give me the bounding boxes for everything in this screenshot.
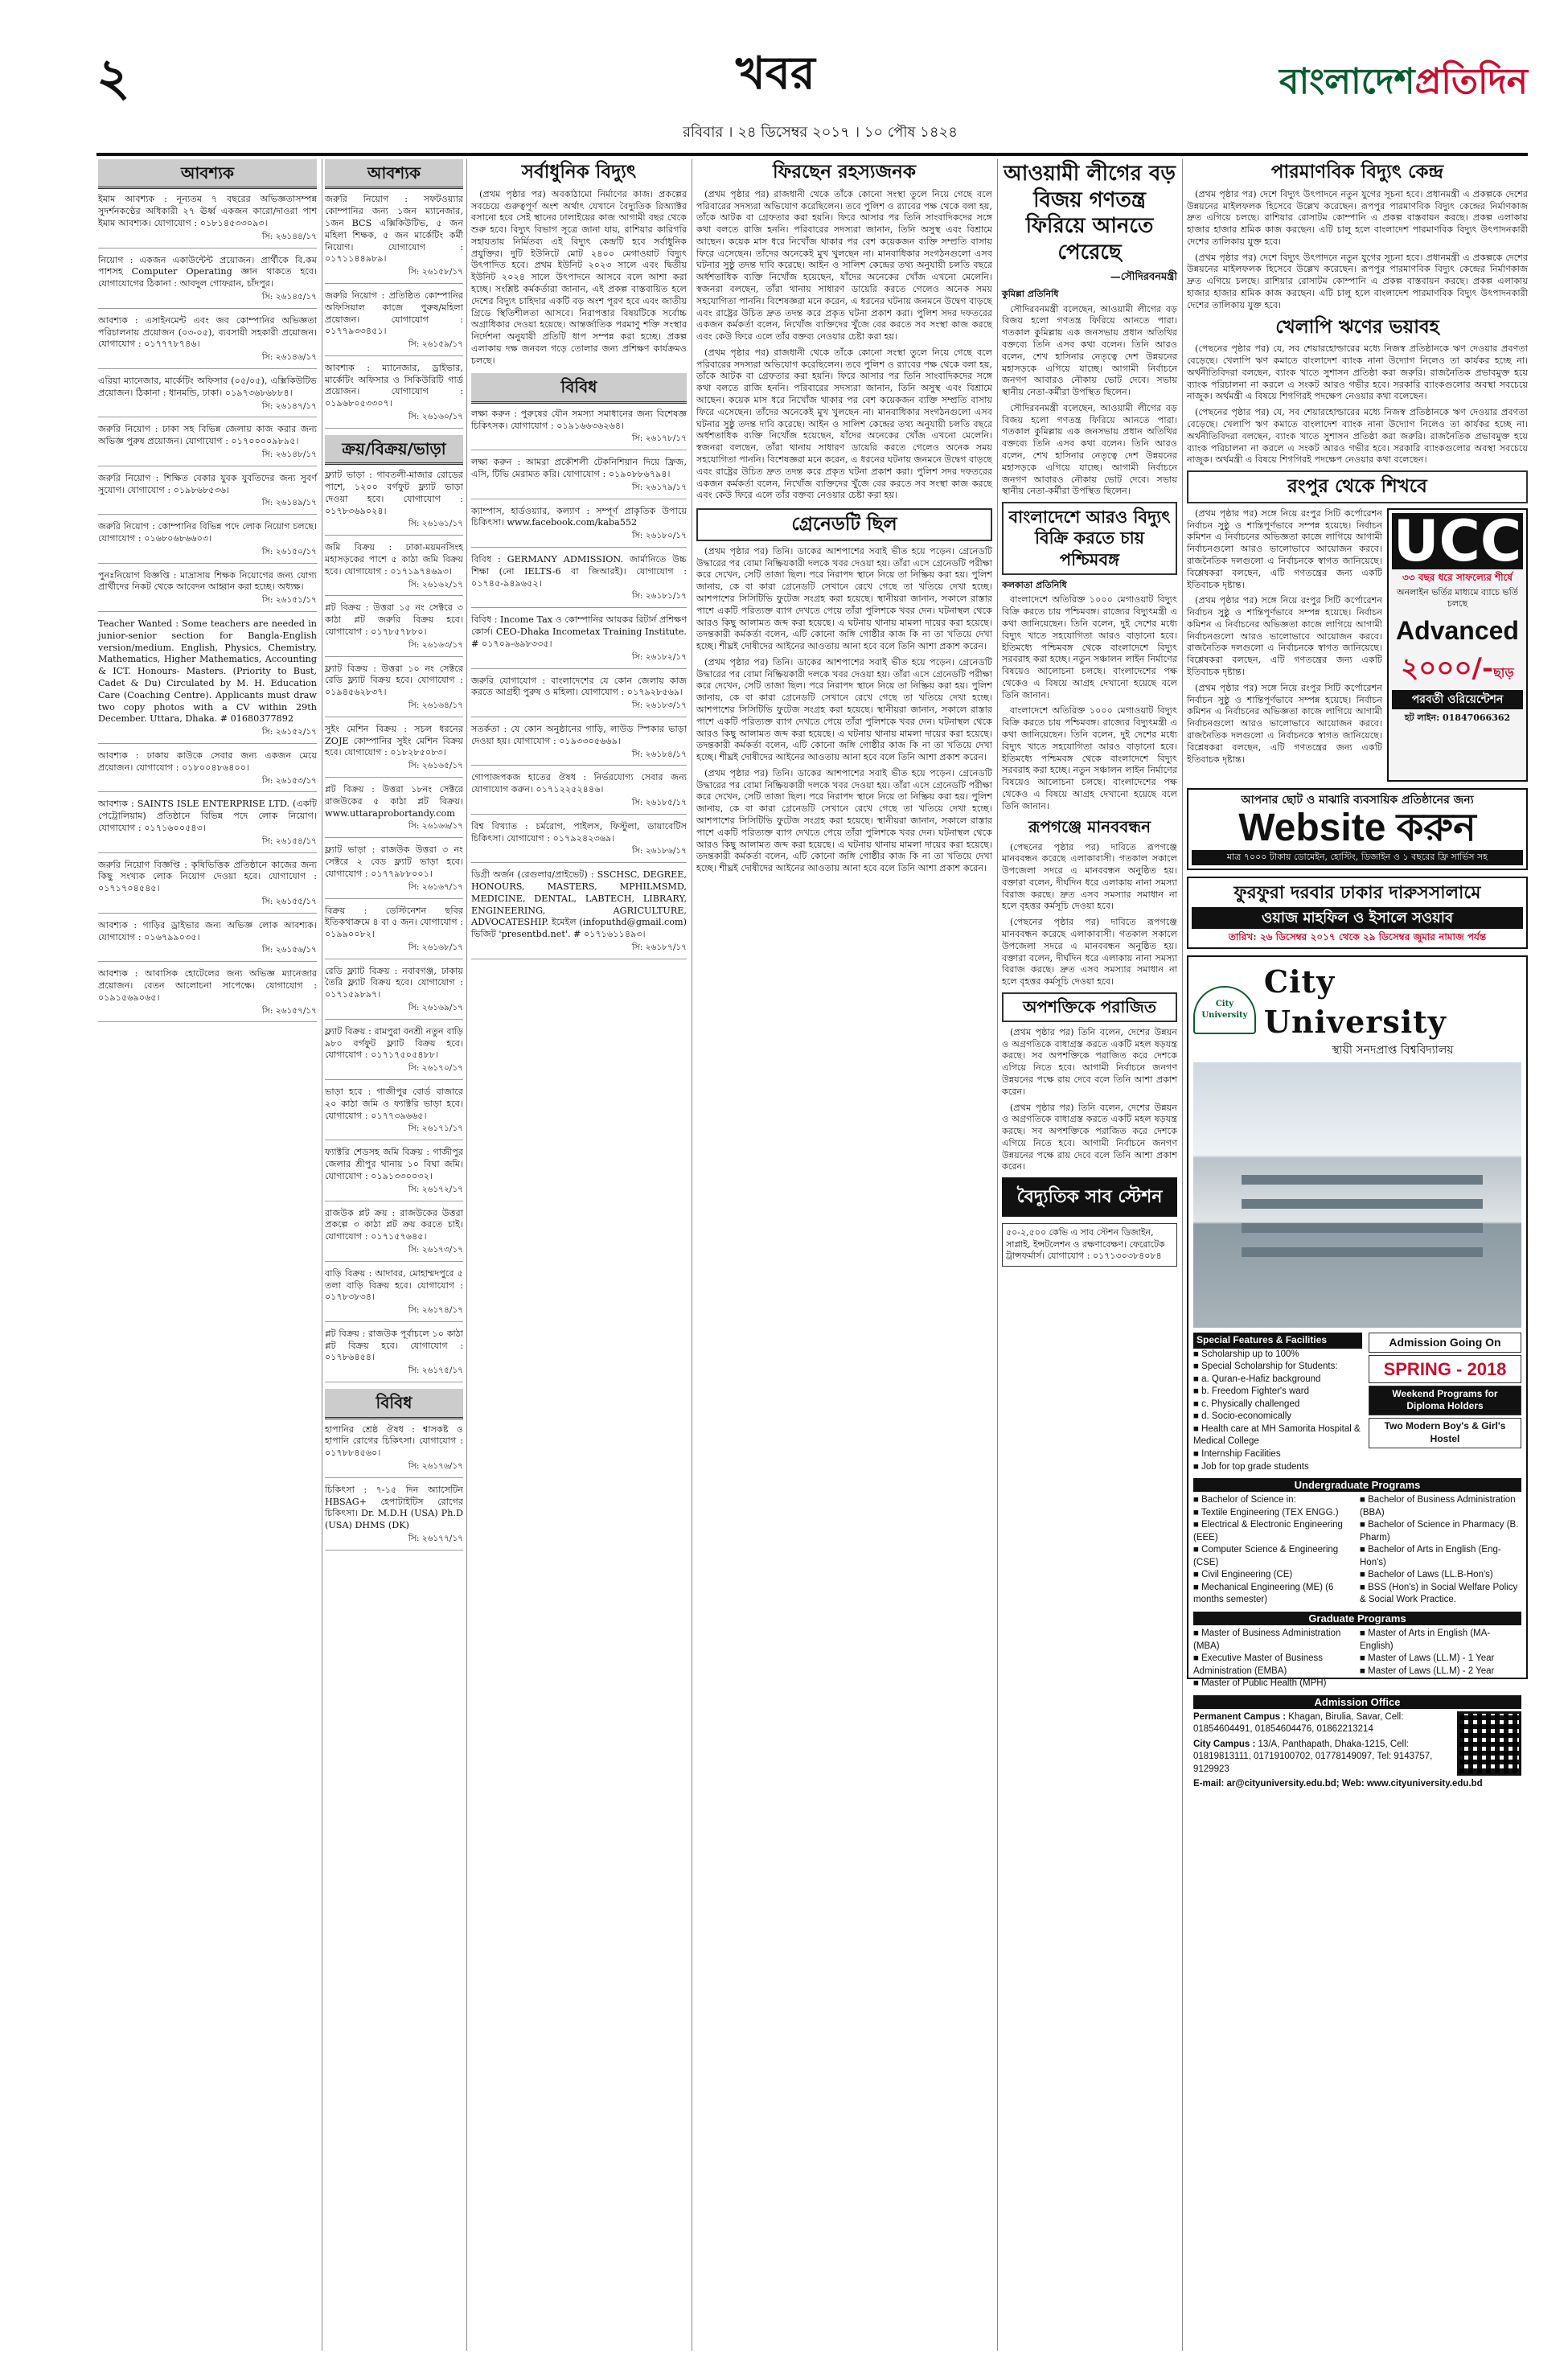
ucc-tag: ৩৩ বছর ধরে সাফল্যের শীর্ষে: [1402, 571, 1513, 583]
ad-list: [325, 470, 463, 1382]
list-item: ■ Bachelor of Business Administration (BBA): [1360, 1495, 1516, 1518]
classified-ad: ফ্যাক্টরি শেডসহ জমি বিক্রয় : গাজীপুর জেলার শ্রীপুর থানায় ১০ বিঘা জমি। যোগাযোগ : ০১৯১৩৩০০৩২। সি: ২৬১৭২/১৭: [325, 1147, 463, 1201]
furfura-title: ফুরফুরা দরবার ঢাকার দারুসসালামে: [1233, 881, 1481, 903]
city-university-logo: City University: [1193, 986, 1256, 1034]
section-heading: আবশ্যক: [325, 159, 463, 189]
section-heading: আবশ্যক: [98, 159, 317, 189]
classified-ad: গোপাজপকজ হাতের ঔষধ : নির্ভরযোগ্য সেবার জন্য যোগাযোগ করুন। ০১৭১২২৫২৪৪৬। সি: ২৬১৮৫/১৭: [471, 772, 687, 814]
headline: অপশক্তিকে পরাজিত: [1002, 992, 1177, 1022]
office: [1193, 1711, 1521, 1776]
city-header: [1193, 962, 1521, 1058]
classified-ad: নিয়োগ : একজন একাউন্টেন্ট প্রয়োজন। প্রার্থীকে বি.কম পাশসহ Computer Operating জ্ঞান থাকতে হবে। যোগাযোগের ঠিকানা : আবদুল গোফরান, চাঁদপুর। সি: ২৬১৪৫/১৭: [98, 255, 317, 309]
contact-email: E-mail: ar@cityuniversity.edu.bd; Web: www.cityuniversity.edu.bd: [1193, 1779, 1483, 1789]
ad-list: [471, 409, 687, 959]
ad-list: [325, 1424, 463, 1550]
list-item: ■ Master of Arts in English (MA-English): [1360, 1628, 1491, 1651]
office-title: Admission Office: [1193, 1695, 1521, 1709]
article-body: বাংলাদেশে অতিরিক্ত ১০০০ মেগাওয়াট বিদ্যুৎ বিক্রি করতে চায় পশ্চিমবঙ্গ। রাজ্যের বিদ্যুৎমন্ত্রী এ কথা জানিয়েছেন। তিনি বলেন, দুই দেশের মধ্যে বিদ্যুৎ খাতে সহযোগিতা আরও বাড়ানো হবে। ইতিমধ্যে পশ্চিমবঙ্গ থেকে বাংলাদেশে বিদ্যুৎ সরবরাহ করা হচ্ছে। নতুন সঞ্চালন লাইন নির্মাণের বিষয়েও আলোচনা চলছে। বাংলাদেশের পক্ষ থেকেও এ বিষয়ে আগ্রহ দেখানো হয়েছে বলে তিনি জানান। বাংলাদেশে অতিরিক্ত ১০০০ মেগাওয়াট বিদ্যুৎ বিক্রি করতে চায় পশ্চিমবঙ্গ। রাজ্যের বিদ্যুৎমন্ত্রী এ কথা জানিয়েছেন। তিনি বলেন, দুই দেশের মধ্যে বিদ্যুৎ খাতে সহযোগিতা আরও বাড়ানো হবে। ইতিমধ্যে পশ্চিমবঙ্গ থেকে বাংলাদেশে বিদ্যুৎ সরবরাহ করা হচ্ছে। নতুন সঞ্চালন লাইন নির্মাণের বিষয়েও আলোচনা চলছে। বাংলাদেশের পক্ষ থেকেও এ বিষয়ে আগ্রহ দেখানো হয়েছে বলে তিনি জানান।: [1002, 594, 1177, 811]
article-body: সৌদিরবনমন্ত্রী বলেছেন, আওয়ামী লীগের বড় বিজয় হলো গণতন্ত্র ফিরিয়ে আনতে পারা। গতকাল কুমিল্লায় এক জনসভায় প্রধান অতিথির বক্তব্যে তিনি এসব কথা বলেন। তিনি আরও বলেন, শেখ হাসিনার নেতৃত্বে দেশ উন্নয়নের মহাসড়কে এগিয়ে যাচ্ছে। আগামী নির্বাচনে জনগণ আবারও নৌকায় ভোট দেবে। সভায় স্থানীয় নেতা-কর্মীরা উপস্থিত ছিলেন। সৌদিরবনমন্ত্রী বলেছেন, আওয়ামী লীগের বড় বিজয় হলো গণতন্ত্র ফিরিয়ে আনতে পারা। গতকাল কুমিল্লায় এক জনসভায় প্রধান অতিথির বক্তব্যে তিনি এসব কথা বলেন। তিনি আরও বলেন, শেখ হাসিনার নেতৃত্বে দেশ উন্নয়নের মহাসড়কে এগিয়ে যাচ্ছে। আগামী নির্বাচনে জনগণ আবারও নৌকায় ভোট দেবে। সভায় স্থানীয় নেতা-কর্মীরা উপস্থিত ছিলেন।: [1002, 303, 1177, 497]
classified-ad: বিবিধ : GERMANY ADMISSION. জার্মানিতে উচ্চ শিক্ষা (নো IELTS-6 বা জিআরই)। যোগাযোগ : ০১৭৪৫-৯৪৯৬৫২। সি: ২৬১৮১/১৭: [471, 554, 687, 608]
byline: কলকাতা প্রতিনিধি: [1002, 579, 1067, 590]
article-body: (প্রথম পৃষ্ঠার পর) তিনি বলেন, দেশের উন্নয়ন ও অগ্রগতিকে বাধাগ্রস্ত করতে একটি মহল ষড়যন্ত্র করছে। সব অপশক্তিকে পরাজিত করে দেশকে এগিয়ে নিতে হবে। আগামী নির্বাচনে জনগণ উন্নয়নের পক্ষে রায় দেবে বলে তিনি আশা প্রকাশ করেন। (প্রথম পৃষ্ঠার পর) তিনি বলেন, দেশের উন্নয়ন ও অগ্রগতিকে বাধাগ্রস্ত করতে একটি মহল ষড়যন্ত্র করছে। সব অপশক্তিকে পরাজিত করে দেশকে এগিয়ে নিতে হবে। আগামী নির্বাচনে জনগণ উন্নয়নের পক্ষে রায় দেবে বলে তিনি আশা প্রকাশ করেন।: [1002, 1026, 1177, 1173]
classified-ad: প্লট বিক্রয় : উত্তরা ১৫ নং সেক্টরে ৩ কাঠা প্লট জরুরি বিক্রয় হবে। যোগাযোগ : ০১৭৮৫৭৮৮০। সি: ২৬১৬৩/১৭: [325, 602, 463, 656]
list-item: ■ c. Physically challenged: [1193, 1399, 1300, 1409]
headline: রূপগঞ্জে মানববন্ধন: [1028, 816, 1151, 836]
g-programs: [1193, 1628, 1521, 1690]
ucc-logo: UCC: [1393, 507, 1522, 574]
ad-list: [325, 194, 463, 429]
masthead: [96, 44, 1528, 153]
article-body: (পেছনের পৃষ্ঠার পর) দাবিতে রূপগঞ্জে মানববন্ধন করেছে এলাকাবাসী। গতকাল সকালে উপজেলা সদরে এ মানববন্ধন অনুষ্ঠিত হয়। বক্তারা বলেন, দীর্ঘদিন ধরে এলাকায় নানা সমস্যা বিরাজ করছে। দ্রুত এসব সমস্যার সমাধান না হলে বৃহত্তর কর্মসূচি দেওয়া হবে। (পেছনের পৃষ্ঠার পর) দাবিতে রূপগঞ্জে মানববন্ধন করেছে এলাকাবাসী। গতকাল সকালে উপজেলা সদরে এ মানববন্ধন অনুষ্ঠিত হয়। বক্তারা বলেন, দীর্ঘদিন ধরে এলাকায় নানা সমস্যা বিরাজ করছে। দ্রুত এসব সমস্যার সমাধান না হলে বৃহত্তর কর্মসূচি দেওয়া হবে।: [1002, 841, 1177, 988]
g-list-right: [1360, 1628, 1521, 1690]
office-addresses: Permanent Campus : Khagan, Birulia, Savar, Cell: 01854604491, 01854604476, 01862213214 City Campus : 13/A, Panthapath, Dhaka-1215, Cell: 01819813111, 01719100702, 01778149097, Tel: 9143757, 9129923: [1193, 1711, 1433, 1774]
qr-code-icon: [1457, 1711, 1521, 1776]
ucc-ad: [1387, 508, 1528, 782]
list-item: ■ Special Scholarship for Students:: [1193, 1362, 1338, 1372]
list-item: ■ Bachelor of Science in:: [1193, 1495, 1296, 1505]
classified-ad: জমি বিক্রয় : ঢাকা-ময়মনসিংহ মহাসড়কের পাশে ৫ কাঠা জমি বিক্রয় হবে। যোগাযোগ : ০১৭১৯৭৪৬৯৩। সি: ২৬১৬২/১৭: [325, 542, 463, 596]
furfura-line2: তারিখ: ২৬ ডিসেম্বর ২০১৭ থেকে ২৯ ডিসেম্বর জুমার নামাজ পর্যন্ত: [1228, 931, 1487, 943]
headline: বাংলাদেশে আরও বিদ্যুৎ বিক্রি করতে চায় পশ্চিমবঙ্গ: [1002, 502, 1177, 575]
news-column-5: [1002, 159, 1177, 2351]
classified-ad: আবশ্যক : ম্যানেজার, ড্রাইভার, মার্কেটিং অফিসার ও সিকিউরিটি গার্ড প্রয়োজন। যোগাযোগ : ০১৯৬৮০৫৩৩০৭। সি: ২৬১৬০/১৭: [325, 363, 463, 429]
byline: কুমিল্লা প্রতিনিধি: [1002, 289, 1059, 300]
classified-ad: বাড়ি বিক্রয় : আদাবর, মোহাম্মদপুরে ৫ তলা বাড়ি বিক্রয় হবে। যোগাযোগ : ০১৭৮৩৮৩৪। সি: ২৬১৭৪/১৭: [325, 1268, 463, 1322]
classified-ad: ফ্ল্যাট ভাড়া : গাবতলী-মাজার রোডের পাশে, ১২০০ বর্গফুট ফ্ল্যাট ভাড়া দেওয়া হবে। যোগাযোগ : ০১৭৮৩৬৯০২৪। সি: ২৬১৬১/১৭: [325, 470, 463, 536]
ucc-hotline: হট লাইন: 01847066362: [1404, 713, 1511, 724]
list-item: ■ d. Socio-economically: [1193, 1411, 1291, 1422]
page-number: ২: [96, 48, 130, 108]
news-column-4: [696, 159, 992, 2351]
section-title: খবর: [736, 47, 815, 100]
furfura-line1: ওয়াজ মাহফিল ও ইসালে সওয়াব: [1192, 907, 1523, 930]
article-body: (প্রথম পৃষ্ঠার পর) রাজধানী থেকে তাঁকে কোনো সংস্থা তুলে নিয়ে গেছে বলে পরিবারের সদস্যরা অভিযোগ করেছিলেন। তবে পুলিশ ও র‍্যাবের পক্ষ থেকে বলা হয়, তাঁকে আটক বা গ্রেফতার করা হয়নি। ফিরে আসার পর তিনি সাংবাদিকদের সঙ্গে কথা বলতে রাজি হননি। পরিবারের সদস্যরা জানান, তিনি অসুস্থ এবং বিশ্রামে আছেন। কয়েক মাস ধরে নিখোঁজ থাকার পর বেশ কয়েকজন ব্যক্তি সম্প্রতি বাসায় ফিরে এসেছেন। তাঁদের অনেকেই মুখ খুলছেন না। মানবাধিকার সংগঠনগুলো এসব ঘটনার সুষ্ঠু তদন্ত দাবি করেছে। আইন ও সালিশ কেন্দ্রের তথ্য অনুযায়ী চলতি বছরে অর্ধশতাধিক ব্যক্তি নিখোঁজ হয়েছেন, যাঁদের অনেকের খোঁজ এখনো মেলেনি। স্বজনরা বলছেন, তাঁরা থানায় সাধারণ ডায়েরি করতে গেলেও অনেক সময় সহযোগিতা পাননি। বিশেষজ্ঞরা মনে করেন, এ ধরনের ঘটনায় জনমনে উদ্বেগ বাড়ছে এবং রাষ্ট্রের উচিত দ্রুত তদন্ত করে প্রকৃত ঘটনা প্রকাশ করা। পুলিশ সদর দফতরের একজন কর্মকর্তা বলেন, নিখোঁজ ব্যক্তিদের খুঁজে বের করতে সব সংস্থা কাজ করছে এবং কেউ ফিরে এলে তাঁর বক্তব্য নেওয়ার চেষ্টা করা হয়। (প্রথম পৃষ্ঠার পর) রাজধানী থেকে তাঁকে কোনো সংস্থা তুলে নিয়ে গেছে বলে পরিবারের সদস্যরা অভিযোগ করেছিলেন। তবে পুলিশ ও র‍্যাবের পক্ষ থেকে বলা হয়, তাঁকে আটক বা গ্রেফতার করা হয়নি। ফিরে আসার পর তিনি সাংবাদিকদের সঙ্গে কথা বলতে রাজি হননি। পরিবারের সদস্যরা জানান, তিনি অসুস্থ এবং বিশ্রামে আছেন। কয়েক মাস ধরে নিখোঁজ থাকার পর বেশ কয়েকজন ব্যক্তি সম্প্রতি বাসায় ফিরে এসেছেন। তাঁদের অনেকেই মুখ খুলছেন না। মানবাধিকার সংগঠনগুলো এসব ঘটনার সুষ্ঠু তদন্ত দাবি করেছে। আইন ও সালিশ কেন্দ্রের তথ্য অনুযায়ী চলতি বছরে অর্ধশতাধিক ব্যক্তি নিখোঁজ হয়েছেন, যাঁদের অনেকের খোঁজ এখনো মেলেনি। স্বজনরা বলছেন, তাঁরা থানায় সাধারণ ডায়েরি করতে গেলেও অনেক সময় সহযোগিতা পাননি। বিশেষজ্ঞরা মনে করেন, এ ধরনের ঘটনায় জনমনে উদ্বেগ বাড়ছে এবং রাষ্ট্রের উচিত দ্রুত তদন্ত করে প্রকৃত ঘটনা প্রকাশ করা। পুলিশ সদর দফতরের একজন কর্মকর্তা বলেন, নিখোঁজ ব্যক্তিদের খুঁজে বের করতে সব সংস্থা কাজ করছে এবং কেউ ফিরে এলে তাঁর বক্তব্য নেওয়ার চেষ্টা করা হয়।: [696, 188, 992, 501]
headline: গ্রেনেডটি ছিল: [696, 508, 992, 541]
city-university-ad: [1187, 955, 1528, 1789]
list-item: ■ Master of Laws (LL.M) - 2 Year: [1360, 1665, 1495, 1676]
substation-ad-title: বৈদ্যুতিক সাব স্টেশন: [1002, 1177, 1177, 1217]
column-divider: [466, 159, 467, 2351]
admission-box: [1369, 1333, 1521, 1473]
ug-programs: [1193, 1494, 1521, 1607]
list-item: ■ Mechanical Engineering (ME) (6 months semester): [1193, 1582, 1334, 1605]
classified-ad: আবশ্যক : আবাসিক হোটেলের জন্য অভিজ্ঞ ম্যানেজার প্রয়োজন। বেতন আলোচনা সাপেক্ষে। যোগাযোগ : ০১৯১৫৬৯০৬৫। সি: ২৬১৫৭/১৭: [98, 968, 317, 1022]
features-row: [1193, 1333, 1521, 1473]
classified-ad: লক্ষ্য করুন : আমরা প্রকৌশলী টেকনিশিয়ান দিয়ে ফ্রিজ, এসি, টিভি মেরামত করি। যোগাযোগ : ০১৯০৮৮৬৭৯৪। সি: ২৬১৭৯/১৭: [471, 457, 687, 499]
classified-ad: জরুরি নিয়োগ : প্রতিষ্ঠিত কোম্পানির অফিসিয়াল কাজে পুরুষ/মহিলা প্রয়োজন। যোগাযোগ : ০১৭৭৯৩৩৪৫১। সি: ২৬১৫৯/১৭: [325, 290, 463, 356]
lead-headline: আওয়ামী লীগের বড় বিজয় গণতন্ত্র ফিরিয়ে আনতে পেরেছে: [1004, 162, 1176, 265]
classified-ad: জরুরি নিয়োগ : ঢাকা সহ বিভিন্ন জেলায় কাজ করার জন্য অভিজ্ঞ পুরুষ প্রয়োজন। যোগাযোগ : ০১৭০০০০৯৮৯৫। সি: ২৬১৪৮/১৭: [98, 424, 317, 466]
article-body: (প্রথম পৃষ্ঠার পর) সঙ্গে নিয়ে রংপুর সিটি কর্পোরেশন নির্বাচন সুষ্ঠু ও শান্তিপূর্ণভাবে সম্পন্ন হয়েছে। নির্বাচন কমিশন এ নির্বাচনের অভিজ্ঞতা কাজে লাগিয়ে আগামী নির্বাচনগুলো আরও ভালোভাবে আয়োজন করবে। রাজনৈতিক দলগুলো এ নির্বাচনকে স্বাগত জানিয়েছে। বিশ্লেষকরা বলছেন, এটি গণতন্ত্রের জন্য একটি ইতিবাচক দৃষ্টান্ত। (প্রথম পৃষ্ঠার পর) সঙ্গে নিয়ে রংপুর সিটি কর্পোরেশন নির্বাচন সুষ্ঠু ও শান্তিপূর্ণভাবে সম্পন্ন হয়েছে। নির্বাচন কমিশন এ নির্বাচনের অভিজ্ঞতা কাজে লাগিয়ে আগামী নির্বাচনগুলো আরও ভালোভাবে আয়োজন করবে। রাজনৈতিক দলগুলো এ নির্বাচনকে স্বাগত জানিয়েছে। বিশ্লেষকরা বলছেন, এটি গণতন্ত্রের জন্য একটি ইতিবাচক দৃষ্টান্ত। (প্রথম পৃষ্ঠার পর) সঙ্গে নিয়ে রংপুর সিটি কর্পোরেশন নির্বাচন সুষ্ঠু ও শান্তিপূর্ণভাবে সম্পন্ন হয়েছে। নির্বাচন কমিশন এ নির্বাচনের অভিজ্ঞতা কাজে লাগিয়ে আগামী নির্বাচনগুলো আরও ভালোভাবে আয়োজন করবে। রাজনৈতিক দলগুলো এ নির্বাচনকে স্বাগত জানিয়েছে। বিশ্লেষকরা বলছেন, এটি গণতন্ত্রের জন্য একটি ইতিবাচক দৃষ্টান্ত।: [1187, 507, 1382, 765]
classified-ad: ইমাম আবশ্যক : নূন্যতম ৭ বছরের অভিজ্ঞতাসম্পন্ন সুদর্শনকণ্ঠের অধিকারী ২৭ ঊর্ধ্ব একজন কারো/দাওরা পাশ ইমাম আবশ্যক। যোগাযোগ : ০১৮১৪৫৩৩০৯৩। সি: ২৬১৪৪/১৭: [98, 194, 317, 248]
list-item: ■ Electrical & Electronic Engineering (EEE): [1193, 1520, 1343, 1542]
list-item: ■ Master of Laws (LL.M) - 1 Year: [1360, 1653, 1495, 1664]
list-item: ■ Master of Public Health (MPH): [1193, 1678, 1327, 1689]
classified-ad: আবশ্যক : SAINTS ISLE ENTERPRISE LTD. (একটি পেট্রোলিয়াম) প্রতিষ্ঠানে বিভিন্ন পদে লোক নিয়োগ। যোগাযোগ : ০১৭১৬০০৫৪৩। সি: ২৬১৫৪/১৭: [98, 799, 317, 852]
article-body: (প্রথম পৃষ্ঠার পর) দেশে বিদ্যুৎ উৎপাদনে নতুন যুগের সূচনা হবে। প্রধানমন্ত্রী এ প্রকল্পকে দেশের উন্নয়নের মাইলফলক হিসেবে উল্লেখ করেছেন। রূপপুর পারমাণবিক বিদ্যুৎ কেন্দ্রের নির্মাণকাজ দ্রুত এগিয়ে চলছে। রাশিয়ার রোসাটম কোম্পানি এ প্রকল্প বাস্তবায়ন করছে। প্রকল্প এলাকায় হাজার হাজার শ্রমিক কাজ করছেন। এটি চালু হলে বাংলাদেশ পারমাণবিক বিদ্যুৎ উৎপাদনকারী দেশের তালিকায় যুক্ত হবে। (প্রথম পৃষ্ঠার পর) দেশে বিদ্যুৎ উৎপাদনে নতুন যুগের সূচনা হবে। প্রধানমন্ত্রী এ প্রকল্পকে দেশের উন্নয়নের মাইলফলক হিসেবে উল্লেখ করেছেন। রূপপুর পারমাণবিক বিদ্যুৎ কেন্দ্রের নির্মাণকাজ দ্রুত এগিয়ে চলছে। রাশিয়ার রোসাটম কোম্পানি এ প্রকল্প বাস্তবায়ন করছে। প্রকল্প এলাকায় হাজার হাজার শ্রমিক কাজ করছেন। এটি চালু হলে বাংলাদেশ পারমাণবিক বিদ্যুৎ উৎপাদনকারী দেশের তালিকায় যুক্ত হবে।: [1187, 188, 1528, 310]
headline: রংপুর থেকে শিখবে: [1187, 470, 1528, 503]
classified-ad: জরুরি নিয়োগ : কোম্পানির বিভিন্ন পদে লোক নিয়োগ চলছে। যোগাযোগ : ০১৬৮০৬৮৬৬০৩। সি: ২৬১৫০/১৭: [98, 521, 317, 563]
classifieds-column-1: [98, 159, 317, 2351]
list-item: ■ Bachelor of Science in Pharmacy (B. Pharm): [1360, 1520, 1519, 1542]
campus-photo: [1193, 1062, 1521, 1328]
classified-ad: বিক্রয় : ডেস্টিনেশন ছবির ইতিকথাক্রমে ৪ বা ৫ জন। যোগাযোগ : ০১৯৯০০৮২। সি: ২৬১৬৮/১৭: [325, 906, 463, 959]
classified-ad: জরুরি নিয়োগ : সফটওয়্যার কোম্পানির জন্য ১জন ম্যানেজার, ১জন BCS এক্সিকিউটিভ, ৫ জন মহিলা শিক্ষক, ৫ জন মার্কেটিং কর্মী নিয়োগ। যোগাযোগ : ০১৭১১৪৪৯৮৯। সি: ২৬১৫৮/১৭: [325, 194, 463, 284]
list-item: ■ Civil Engineering (CE): [1193, 1570, 1293, 1580]
classified-ad: চিকিৎসা : ৭-১৫ দিন অ্যাসেটিন HBSAG+ হেপাটাইটিস রোগের চিকিৎসা। Dr. M.D.H (USA) Ph.D (USA) DHMS (DK) সি: ২৬১৭৭/১৭: [325, 1485, 463, 1550]
article-with-ad: [1187, 508, 1528, 788]
newspaper-logo: বাংলাদেশপ্রতিদিন: [1279, 61, 1528, 102]
ug-title: Undergraduate Programs: [1193, 1478, 1521, 1492]
website-ad-top: আপনার ছোট ও মাঝারি ব্যবসায়িক প্রতিষ্ঠানের জন্য: [1241, 793, 1474, 807]
classified-ad: বিশ্ব বিখ্যাত : চর্মরোগ, পাইলস, ফিস্টুলা, ডায়াবেটিস চিকিৎসা। যোগাযোগ : ০১৭৯২৪২৩৬৯। সি: ২৬১৮৬/১৭: [471, 821, 687, 863]
ucc-price: ২০০০/-ছাড়: [1401, 651, 1514, 684]
spring-2018: SPRING - 2018: [1369, 1355, 1521, 1383]
column-divider: [997, 159, 998, 2351]
news-column-3: [471, 159, 687, 2351]
website-ad-title: Website করুন: [1238, 807, 1476, 850]
classified-ad: আবশ্যক : গাড়ির ড্রাইভার জন্য অভিজ্ঞ লোক আবশ্যক। যোগাযোগ : ০১৬৭৯৯০৩৫। সি: ২৬১৫৬/১৭: [98, 920, 317, 962]
column-divider: [1182, 159, 1183, 2351]
g-list-left: [1193, 1628, 1355, 1690]
dateline: রবিবার । ২৪ ডিসেম্বর ২০১৭ । ১০ পৌষ ১৪২৪: [683, 124, 958, 141]
list-item: ■ Executive Master of Business Administration (EMBA): [1193, 1653, 1323, 1676]
g-title: Graduate Programs: [1193, 1612, 1521, 1625]
classified-ad: আবশ্যক : ঢাকায় কাউকে সেবার জন্য একজন মেয়ে প্রয়োজন। যোগাযোগ : ০১৮০০৪৮৬৪০০। সি: ২৬১৫৩/১৭: [98, 750, 317, 792]
classified-ad: পুনঃনিয়োগ বিজ্ঞপ্তি : মাদ্রাসায় শিক্ষক নিয়োগের জন্য যোগ্য প্রার্থীদের নিকট থেকে আবেদন আহ্বান করা হচ্ছে। অধ্যক্ষ। সি: ২৬১৫১/১৭: [98, 570, 317, 612]
classified-ad: ক্যাম্পাস, হার্ডওয়্যার, কল্যাণ : সম্পূর্ণ প্রাকৃতিক উপায়ে চিকিৎসা। www.facebook.com/kaba552 সি: ২৬১৮০/১৭: [471, 506, 687, 548]
furfura-ad: [1187, 877, 1528, 950]
section-heading: বিবিধ: [325, 1389, 463, 1419]
university-subtitle: স্থায়ী সনদপ্রাপ্ত বিশ্ববিদ্যালয়: [1332, 1043, 1454, 1057]
classified-ad: Teacher Wanted : Some teachers are needed in junior-senior section for Bangla-English version/medium. English, Physics, Chemistry, Mathematics, Higher Mathematics, Accounting & ICT. Honours- Masters. (Priority to Bust, Cadet & Du) Circulated by M. H. Education Care (Coaching Centre). Applicants must draw two copy photos with a CV within 29th December. Uttara, Dhaka. # 01680377892 সি: ২৬১৫২/১৭: [98, 618, 317, 744]
classifieds-column-2: [325, 159, 463, 2351]
classified-ad: সুইং মেশিন বিক্রয় : সচল ধরনের ZOJE কোম্পানির সুইং মেশিন বিক্রয় হবে। যোগাযোগ : ০১৮২৮৫০৮৩। সি: ২৬১৬৫/১৭: [325, 724, 463, 778]
classified-ad: আবশ্যক : এসাইনমেন্ট এবং জব কোম্পানির অভিজ্ঞতা পরিচালনায় প্রয়োজন (০৩-০৫), ব্যবসায়ী সহকারী প্রয়োজন। যোগাযোগ : ০১৭৭৭৮৭৪৬। সি: ২৬১৪৬/১৭: [98, 315, 317, 369]
classified-ad: প্লট বিক্রয় : রাজউক পূর্বাচলে ১০ কাঠা প্লট বিক্রয় হবে। যোগাযোগ : ০১৭৮৬৪৫৪। সি: ২৬১৭৫/১৭: [325, 1329, 463, 1382]
attribution: —সৌদিরবনমন্ত্রী: [1110, 271, 1177, 283]
ug-list-right: [1360, 1494, 1521, 1607]
headline: খেলাপি ঋণের ভয়াবহ: [1275, 315, 1439, 338]
classified-ad: এরিয়া ম্যানেজার, মার্কেটিং অফিসার (০৫/০৫), এক্সিকিউটিভ প্রয়োজন। ঠিকানা : ধানমন্ডি, ঢাকা। ০১৯৭৩৬৮৬৮৮৪। সি: ২৬১৪৭/১৭: [98, 376, 317, 417]
article-body: (প্রথম পৃষ্ঠার পর) অবকাঠামো নির্মাণের কাজ। প্রকল্পের সবচেয়ে গুরুত্বপূর্ণ অংশ অর্থাৎ যেখানে বৈদ্যুতিক রিঅ্যাক্টর বসানো হবে সেই স্থানের ঢালাইয়ের কাজ আগামী বছর থেকে শুরু হবে। বিদ্যুৎ বিভাগ সূত্রে জানা যায়, রাশিয়ার কারিগরি সহায়তায় নির্মিতব্য এই বিদ্যুৎ কেন্দ্রটি হবে সর্বাধুনিক প্রযুক্তির। দুটি ইউনিটে মোট ২৪০০ মেগাওয়াট বিদ্যুৎ উৎপাদিত হবে। প্রথম ইউনিট ২০২৩ সালে এবং দ্বিতীয় ইউনিট ২০২৪ সালে উৎপাদনে আসবে বলে আশা করা হচ্ছে। সংশ্লিষ্ট কর্মকর্তারা জানান, এই প্রকল্প বাস্তবায়িত হলে দেশের বিদ্যুৎ চাহিদার একটি বড় অংশ পূরণ হবে এবং জাতীয় গ্রিডে স্থিতিশীলতা আসবে। নিরাপত্তার বিষয়টিকে সর্বোচ্চ অগ্রাধিকার দেওয়া হয়েছে। আন্তর্জাতিক পরমাণু শক্তি সংস্থার নির্দেশনা অনুযায়ী প্রতিটি ধাপ সম্পন্ন করা হচ্ছে। প্রকল্প এলাকায় দক্ষ জনবল গড়ে তোলার জন্য প্রশিক্ষণ কার্যক্রমও চলছে।: [471, 188, 687, 366]
classified-ad: জরুরি নিয়োগ : শিক্ষিত বেকার যুবক যুবতিদের জন্য সুবর্ণ সুযোগ। যোগাযোগ : ০১৯৮৬৮৫৩৬। সি: ২৬১৪৯/১৭: [98, 473, 317, 515]
classified-ad: ফ্ল্যাট ভাড়া : রাজউক উত্তরা ৩ নং সেক্টরে ২ বেড ফ্ল্যাট ভাড়া হবে। যোগাযোগ : ০১৭৭৯৮৮০০১। সি: ২৬১৬৭/১৭: [325, 844, 463, 898]
features: [1193, 1333, 1362, 1473]
section-heading: ক্রয়/বিক্রয়/ভাড়া: [325, 435, 463, 465]
list-item: ■ a. Quran-e-Hafiz background: [1193, 1374, 1321, 1384]
website-ad: [1187, 788, 1528, 870]
section-heading: বিবিধ: [471, 373, 687, 403]
list-item: ■ Health care at MH Samorita Hospital & Medical College: [1193, 1423, 1361, 1447]
ug-list-left: [1193, 1494, 1355, 1607]
classified-ad: জরুরি যোগাযোগ : বাংলাদেশের যে কোন জেলায় কাজ করতে আগ্রহী পুরুষ ও মহিলা। যোগাযোগ : ০১৭৯২৮৫৬৯। সি: ২৬১৮৩/১৭: [471, 676, 687, 717]
list-item: ■ Master of Business Administration (MBA): [1193, 1628, 1341, 1651]
classified-ad: সতর্কতা : যে কোন অনুষ্ঠানের গাড়ি, লাউড স্পিকার ভাড়া দেওয়া হয়। যোগাযোগ : ০১৯৩৩০৫৬৬৯। সি: ২৬১৮৪/১৭: [471, 724, 687, 766]
headline: পারমাণবিক বিদ্যুৎ কেন্দ্র: [1270, 161, 1444, 183]
ucc-title: Advanced: [1396, 615, 1519, 645]
list-item: ■ Textile Engineering (TEX ENGG.): [1193, 1507, 1339, 1518]
list-item: ■ Internship Facilities: [1193, 1449, 1281, 1459]
classified-ad: ফ্ল্যাট বিক্রয় : উত্তরা ১০ নং সেক্টরে রেডি ফ্ল্যাট বিক্রয় হবে। যোগাযোগ : ০১৯৪৫৬২৮৩৭। সি: ২৬১৬৪/১৭: [325, 663, 463, 717]
classified-ad: ফ্ল্যাট বিক্রয় : রামপুরা বনশ্রী নতুন বাড়ি ৯৮০ বর্গফুট ফ্ল্যাট বিক্রয় হবে। যোগাযোগ : ০১৭১৭৫০৫৪৮৮। সি: ২৬১৭০/১৭: [325, 1026, 463, 1080]
article-body: (পেছনের পৃষ্ঠার পর) যে, সব শেয়ারহোল্ডারের মধ্যে নিজস্ব প্রতিষ্ঠানকে ঋণ দেওয়ার প্রবণতা বেড়েছে। খেলাপি ঋণ কমাতে বাংলাদেশ ব্যাংক নানা উদ্যোগ নিলেও তা কার্যকর হচ্ছে না। অর্থনীতিবিদরা বলছেন, ব্যাংক খাতে সুশাসন প্রতিষ্ঠা করা জরুরি। রাজনৈতিক প্রভাবমুক্ত হয়ে ব্যাংক পরিচালনা না করলে এ সংকট আরও গভীর হবে। সরকারি ব্যাংকগুলোর অবস্থা সবচেয়ে নাজুক। অর্থমন্ত্রী এ বিষয়ে শিগগিরই পদক্ষেপ নেওয়ার কথা বলেছেন। (পেছনের পৃষ্ঠার পর) যে, সব শেয়ারহোল্ডারের মধ্যে নিজস্ব প্রতিষ্ঠানকে ঋণ দেওয়ার প্রবণতা বেড়েছে। খেলাপি ঋণ কমাতে বাংলাদেশ ব্যাংক নানা উদ্যোগ নিলেও তা কার্যকর হচ্ছে না। অর্থনীতিবিদরা বলছেন, ব্যাংক খাতে সুশাসন প্রতিষ্ঠা করা জরুরি। রাজনৈতিক প্রভাবমুক্ত হয়ে ব্যাংক পরিচালনা না করলে এ সংকট আরও গভীর হবে। সরকারি ব্যাংকগুলোর অবস্থা সবচেয়ে নাজুক। অর্থমন্ত্রী এ বিষয়ে শিগগিরই পদক্ষেপ নেওয়ার কথা বলেছেন।: [1187, 343, 1528, 466]
news-column-6: [1187, 159, 1528, 2351]
classified-ad: প্লট বিক্রয় : উত্তরা ১৮নং সেক্টরে রাজউকের ৫ কাঠা প্লট বিক্রয়। www.uttaraprobortandy.com সি: ২৬১৬৬/১৭: [325, 784, 463, 838]
website-ad-bottom: মাত্র ৭০০০ টাকায় ডোমেইন, হোস্টিং, ডিজাইন ও ১ বছরের ফ্রি সার্ভিস সহ: [1192, 850, 1523, 865]
classified-ad: জরুরি নিয়োগ বিজ্ঞপ্তি : কৃষিভিত্তিক প্রতিষ্ঠানে কাজের জন্য কিছু সংখ্যক লোক নিয়োগ দেওয়া হবে। যোগাযোগ : ০১৭১৭০৪৫৪৫। সি: ২৬১৫৫/১৭: [98, 860, 317, 914]
list-item: ■ Job for top grade students: [1193, 1461, 1309, 1472]
list-item: ■ Computer Science & Engineering (CSE): [1193, 1545, 1339, 1567]
classified-ad: বিবিধ : Income Tax ও কোম্পানির আয়কর রিটার্ন প্রশিক্ষণ কোর্স। CEO-Dhaka Incometax Training Institute. # ০১৭০৯-৬৯৮৩৩৫। সি: ২৬১৮২/১৭: [471, 614, 687, 668]
list-item: ■ Bachelor of Laws (LL.B-Hon's): [1360, 1570, 1493, 1580]
list-item: ■ Scholarship up to 100%: [1193, 1349, 1299, 1359]
classified-ad: রেডি ফ্ল্যাট বিক্রয় : নবাবগঞ্জ, ঢাকায় তৈরি ফ্ল্যাট বিক্রয় হবে। যোগাযোগ : ০১৭১৫৯৮৯৭। সি: ২৬১৬৯/১৭: [325, 966, 463, 1020]
university-name: City University: [1263, 963, 1447, 1041]
hostel: Two Modern Boy's & Girl's Hostel: [1369, 1418, 1521, 1448]
features-list: [1193, 1349, 1362, 1473]
features-title: Special Features & Facilities: [1193, 1333, 1362, 1349]
list-item: ■ BSS (Hon's) in Social Welfare Policy & Social Work Practice.: [1360, 1582, 1518, 1605]
classified-ad: হাপানির শ্রেষ্ঠ ঔষধ : শ্বাসকষ্ট ও হাপানি রোগের চিকিৎসা। যোগাযোগ : ০১৭৮৮৪৫৬০। সি: ২৬১৭৬/১৭: [325, 1424, 463, 1478]
ad-list: [98, 194, 317, 1022]
classified-ad: লক্ষ্য করুন : পুরুষের যৌন সমস্যা সমাধানের জন্য বিশেষজ্ঞ চিকিৎসক। যোগাযোগ : ০১৯১৬৬৩৬২৬৪। সি: ২৬১৭৮/১৭: [471, 409, 687, 450]
list-item: ■ b. Freedom Fighter's ward: [1193, 1386, 1309, 1397]
ucc-line: অনলাইন ভর্তির মাধ্যমে ব্যাচে ভর্তি চলছে: [1396, 586, 1519, 610]
headline: ফিরছেন রহস্যজনক: [773, 161, 916, 183]
classified-ad: রাজউক প্লট ক্রয় : রাজউকের উত্তরা প্রকল্পে ৩ কাঠা প্লট ক্রয় করতে চাই। যোগাযোগ : ০১৭১৫৭৬৪৫। সি: ২৬১৭৩/১৭: [325, 1208, 463, 1262]
admission-going-on: Admission Going On: [1369, 1333, 1521, 1352]
headline: সর্বাধুনিক বিদ্যুৎ: [521, 161, 637, 183]
article-body: (প্রথম পৃষ্ঠার পর) তিনি। ডাকের আশপাশের সবাই ভীত হয়ে পড়েন। গ্রেনেডটি উদ্ধারের পর বোমা নিষ্ক্রিয়কারী দলকে খবর দেওয়া হয়। তাঁরা এসে গ্রেনেডটি পরীক্ষা করে দেখেন, সেটি তাজা ছিল। পরে নিরাপদ স্থানে নিয়ে তা নিষ্ক্রিয় করা হয়। পুলিশ জানায়, কে বা কারা গ্রেনেডটি সেখানে রেখে গেছে তা খতিয়ে দেখা হচ্ছে। আশপাশের সিসিটিভি ফুটেজ সংগ্রহ করা হয়েছে। স্থানীয়রা জানান, সকালে রাস্তার পাশে একটি পরিত্যক্ত ব্যাগ দেখতে পেয়ে তাঁরা পুলিশকে খবর দেন। ঘটনাস্থল থেকে আরও কিছু আলামত জব্দ করা হয়েছে। এ ঘটনায় থানায় মামলা দায়ের করা হয়েছে। তদন্তকারী কর্মকর্তা বলেন, এটি কোনো জঙ্গি গোষ্ঠীর কাজ কি না তা খতিয়ে দেখা হচ্ছে। শীঘ্রই দোষীদের আইনের আওতায় আনা হবে বলে তিনি আশা প্রকাশ করেন। (প্রথম পৃষ্ঠার পর) তিনি। ডাকের আশপাশের সবাই ভীত হয়ে পড়েন। গ্রেনেডটি উদ্ধারের পর বোমা নিষ্ক্রিয়কারী দলকে খবর দেওয়া হয়। তাঁরা এসে গ্রেনেডটি পরীক্ষা করে দেখেন, সেটি তাজা ছিল। পরে নিরাপদ স্থানে নিয়ে তা নিষ্ক্রিয় করা হয়। পুলিশ জানায়, কে বা কারা গ্রেনেডটি সেখানে রেখে গেছে তা খতিয়ে দেখা হচ্ছে। আশপাশের সিসিটিভি ফুটেজ সংগ্রহ করা হয়েছে। স্থানীয়রা জানান, সকালে রাস্তার পাশে একটি পরিত্যক্ত ব্যাগ দেখতে পেয়ে তাঁরা পুলিশকে খবর দেন। ঘটনাস্থল থেকে আরও কিছু আলামত জব্দ করা হয়েছে। এ ঘটনায় থানায় মামলা দায়ের করা হয়েছে। তদন্তকারী কর্মকর্তা বলেন, এটি কোনো জঙ্গি গোষ্ঠীর কাজ কি না তা খতিয়ে দেখা হচ্ছে। শীঘ্রই দোষীদের আইনের আওতায় আনা হবে বলে তিনি আশা প্রকাশ করেন। (প্রথম পৃষ্ঠার পর) তিনি। ডাকের আশপাশের সবাই ভীত হয়ে পড়েন। গ্রেনেডটি উদ্ধারের পর বোমা নিষ্ক্রিয়কারী দলকে খবর দেওয়া হয়। তাঁরা এসে গ্রেনেডটি পরীক্ষা করে দেখেন, সেটি তাজা ছিল। পরে নিরাপদ স্থানে নিয়ে তা নিষ্ক্রিয় করা হয়। পুলিশ জানায়, কে বা কারা গ্রেনেডটি সেখানে রেখে গেছে তা খতিয়ে দেখা হচ্ছে। আশপাশের সিসিটিভি ফুটেজ সংগ্রহ করা হয়েছে। স্থানীয়রা জানান, সকালে রাস্তার পাশে একটি পরিত্যক্ত ব্যাগ দেখতে পেয়ে তাঁরা পুলিশকে খবর দেন। ঘটনাস্থল থেকে আরও কিছু আলামত জব্দ করা হয়েছে। এ ঘটনায় থানায় মামলা দায়ের করা হয়েছে। তদন্তকারী কর্মকর্তা বলেন, এটি কোনো জঙ্গি গোষ্ঠীর কাজ কি না তা খতিয়ে দেখা হচ্ছে। শীঘ্রই দোষীদের আইনের আওতায় আনা হবে বলে তিনি আশা প্রকাশ করেন।: [696, 545, 992, 874]
classified-ad: ডিগ্রী অর্জন (রেগুলার/প্রাইভেট) : SSCHSC, DEGREE, HONOURS, MASTERS, MPHILMSMD, MEDICINE, DENTAL, LABTECH, LIBRARY, ENGINEERING, AGRICULTURE, ADVOCATESHIP. ইমেইল (infoputhd@gmail.com) ভিজিট 'presentbd.net'. # ০১৭১৬১১৪৯৩। সি: ২৬১৮৭/১৭: [471, 869, 687, 959]
substation-ad-text: ৫০-২,৫০০ কেভি এ সাব স্টেশন ডিজাইন, সাপ্লাই, ইন্সটলেশন ও রক্ষণাবেক্ষণ। ফেরোটেক ট্রান্সফর্মার্স। যোগাযোগ : ০১৭১৩০৩৮৪০৮৪: [1002, 1223, 1177, 1267]
weekend-programs: Weekend Programs for Diploma Holders: [1369, 1386, 1521, 1416]
ucc-orientation: পরবর্তী ওরিয়েন্টেশন: [1392, 690, 1523, 709]
list-item: ■ Bachelor of Arts in English (Eng-Hon's): [1360, 1545, 1501, 1567]
header-rule: [96, 153, 1528, 156]
classified-ad: ভাড়া হবে : গাজীপুর বোর্ড বাজারে ২০ কাঠা জমি ও ফ্যাক্টরি ভাড়া হবে। যোগাযোগ : ০১৭৭৩৯৬৬৫। সি: ২৬১৭১/১৭: [325, 1086, 463, 1140]
